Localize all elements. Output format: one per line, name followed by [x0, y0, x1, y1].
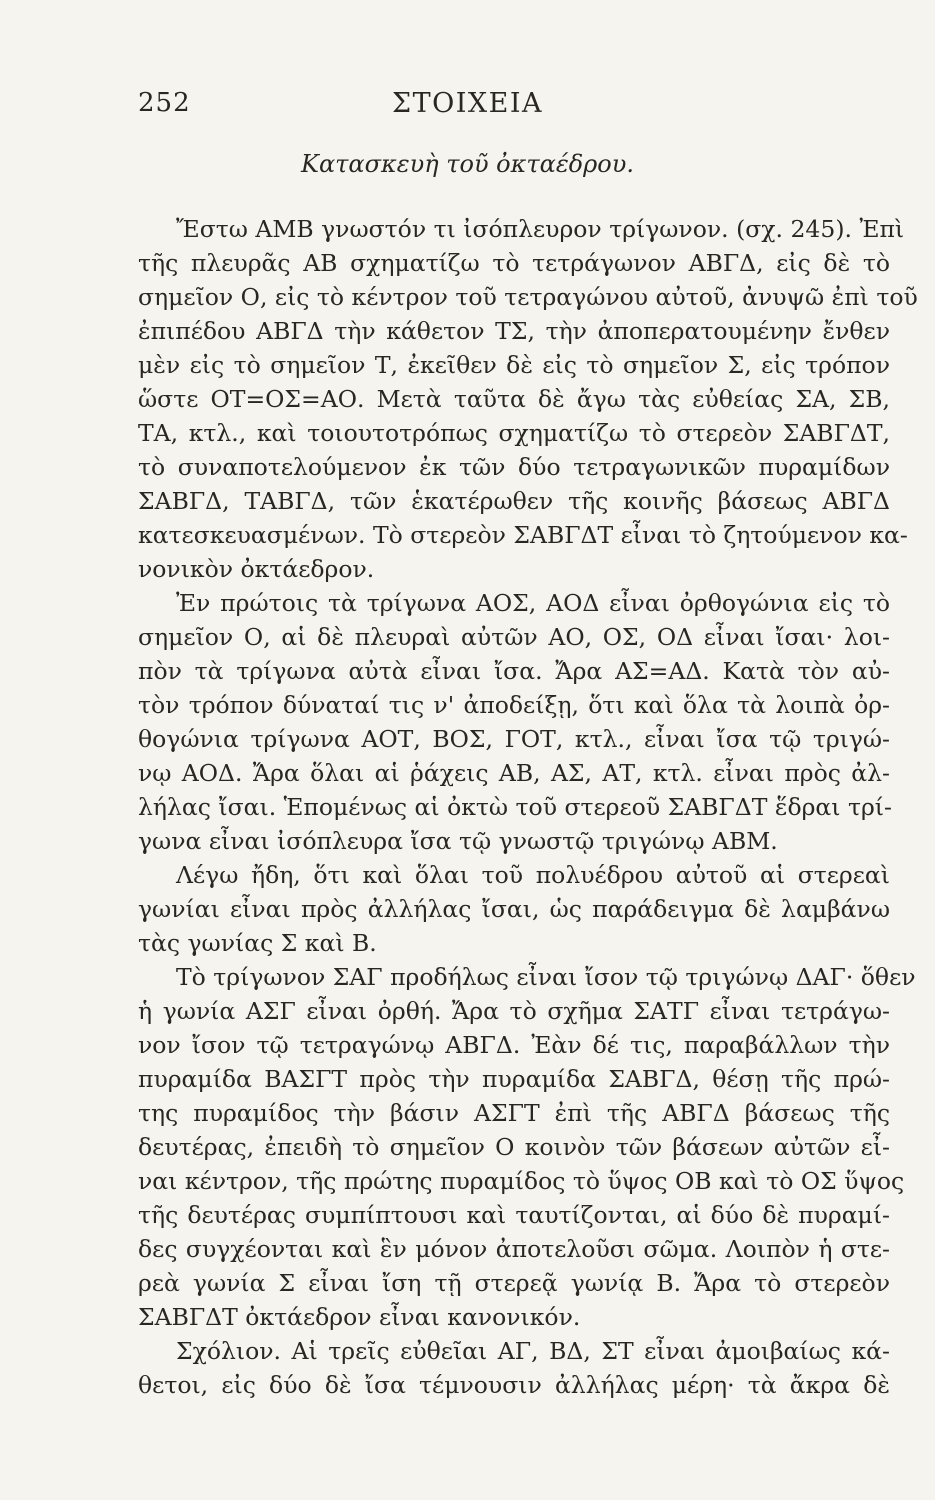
body-text	[138, 212, 918, 1402]
text-line: ναι κέντρον, τῆς πρώτης πυραμίδος τὸ ὕψος ΟΒ καὶ τὸ ΟΣ ὕψος	[138, 1167, 905, 1195]
text-line: τὰς γωνίας Σ καὶ Β.	[138, 929, 377, 957]
text-line: τὸ συναποτελούμενον ἐκ τῶν δύο τετραγωνικῶν πυραμίδων	[138, 453, 890, 481]
page-number: 252	[138, 88, 191, 118]
text-line: Ἔστω ΑΜΒ γνωστόν τι ἰσόπλευρον τρίγωνον. (σχ. 245). Ἐπὶ	[176, 215, 905, 243]
text-line: δευτέρας, ἐπειδὴ τὸ σημεῖον Ο κοινὸν τῶν βάσεων αὐτῶν εἶ-	[138, 1133, 890, 1161]
text-line: σημεῖον Ο, αἱ δὲ πλευραὶ αὐτῶν ΑΟ, ΟΣ, ΟΔ εἶναι ἴσαι· λοι-	[138, 623, 890, 651]
text-line: Τὸ τρίγωνον ΣΑΓ προδήλως εἶναι ἴσον τῷ τριγώνῳ ΔΑΓ· ὅθεν	[176, 963, 916, 991]
text-line: θετοι, εἰς δύο δὲ ἴσα τέμνουσιν ἀλλήλας μέρη· τὰ ἄκρα δὲ	[138, 1371, 890, 1399]
text-line: της πυραμίδος τὴν βάσιν ΑΣΓΤ ἐπὶ τῆς ΑΒΓΔ βάσεως τῆς	[138, 1099, 890, 1127]
text-line: ΣΑΒΓΔΤ ὀκτάεδρον εἶναι κανονικόν.	[138, 1303, 581, 1331]
text-line: Ἐν πρώτοις τὰ τρίγωνα ΑΟΣ, ΑΟΔ εἶναι ὀρθογώνια εἰς τὸ	[176, 589, 890, 617]
text-line: γωνα εἶναι ἰσόπλευρα ἴσα τῷ γνωστῷ τριγώνῳ ΑΒΜ.	[138, 827, 778, 855]
text-line: Σχόλιον. Αἱ τρεῖς εὐθεῖαι ΑΓ, ΒΔ, ΣΤ εἶναι ἀμοιβαίως κά-	[176, 1337, 890, 1365]
text-line: νονικὸν ὀκτάεδρον.	[138, 555, 375, 583]
text-line: πὸν τὰ τρίγωνα αὐτὰ εἶναι ἴσα. Ἄρα ΑΣ=ΑΔ. Κατὰ τὸν αὐ-	[138, 657, 890, 685]
text-line: δες συγχέονται καὶ ἓν μόνον ἀποτελοῦσι σῶμα. Λοιπὸν ἡ στε-	[138, 1235, 890, 1263]
text-line: σημεῖον Ο, εἰς τὸ κέντρον τοῦ τετραγώνου αὐτοῦ, ἀνυψῶ ἐπὶ τοῦ	[138, 283, 918, 311]
text-line: τῆς πλευρᾶς ΑΒ σχηματίζω τὸ τετράγωνον ΑΒΓΔ, εἰς δὲ τὸ	[138, 249, 890, 277]
text-line: ἡ γωνία ΑΣΓ εἶναι ὀρθή. Ἄρα τὸ σχῆμα ΣΑΤΓ εἶναι τετράγω-	[138, 997, 890, 1025]
text-line: λήλας ἴσαι. Ἑπομένως αἱ ὀκτὼ τοῦ στερεοῦ ΣΑΒΓΔΤ ἕδραι τρί-	[138, 793, 892, 821]
text-line: ἐπιπέδου ΑΒΓΔ τὴν κάθετον ΤΣ, τὴν ἀποπερατουμένην ἔνθεν	[138, 317, 890, 345]
text-line: ρεὰ γωνία Σ εἶναι ἴση τῇ στερεᾷ γωνίᾳ Β. Ἄρα τὸ στερεὸν	[138, 1269, 890, 1297]
text-line: γωνίαι εἶναι πρὸς ἀλλήλας ἴσαι, ὡς παράδειγμα δὲ λαμβάνω	[138, 895, 890, 923]
text-line: μὲν εἰς τὸ σημεῖον Τ, ἐκεῖθεν δὲ εἰς τὸ σημεῖον Σ, εἰς τρόπον	[138, 351, 890, 379]
section-title: Κατασκευὴ τοῦ ὀκταέδρου.	[301, 150, 634, 178]
text-line: ΣΑΒΓΔ, ΤΑΒΓΔ, τῶν ἑκατέρωθεν τῆς κοινῆς βάσεως ΑΒΓΔ	[138, 487, 890, 515]
text-line: νῳ ΑΟΔ. Ἄρα ὅλαι αἱ ῥάχεις ΑΒ, ΑΣ, ΑΤ, κτλ. εἶναι πρὸς ἀλ-	[138, 759, 890, 787]
running-title: ΣΤΟΙΧΕΙΑ	[392, 88, 543, 119]
text-line: τὸν τρόπον δύναταί τις ν' ἀποδείξῃ, ὅτι καὶ ὅλα τὰ λοιπὰ ὀρ-	[138, 691, 890, 719]
text-line: ὥστε ΟΤ=ΟΣ=ΑΟ. Μετὰ ταῦτα δὲ ἄγω τὰς εὐθείας ΣΑ, ΣΒ,	[138, 385, 890, 413]
text-line: νον ἴσον τῷ τετραγώνῳ ΑΒΓΔ. Ἐὰν δέ τις, παραβάλλων τὴν	[138, 1031, 890, 1059]
text-line: κατεσκευασμένων. Τὸ στερεὸν ΣΑΒΓΔΤ εἶναι τὸ ζητούμενον κα-	[138, 521, 908, 549]
text-line: πυραμίδα ΒΑΣΓΤ πρὸς τὴν πυραμίδα ΣΑΒΓΔ, θέσῃ τῆς πρώ-	[138, 1065, 890, 1093]
text-line: θογώνια τρίγωνα ΑΟΤ, ΒΟΣ, ΓΟΤ, κτλ., εἶναι ἴσα τῷ τριγώ-	[138, 725, 890, 753]
text-line: Λέγω ἤδη, ὅτι καὶ ὅλαι τοῦ πολυέδρου αὐτοῦ αἱ στερεαὶ	[176, 861, 890, 889]
text-line: ΤΑ, κτλ., καὶ τοιουτοτρόπως σχηματίζω τὸ στερεὸν ΣΑΒΓΔΤ,	[138, 419, 890, 447]
text-line: τῆς δευτέρας συμπίπτουσι καὶ ταυτίζονται, αἱ δύο δὲ πυραμί-	[138, 1201, 890, 1229]
